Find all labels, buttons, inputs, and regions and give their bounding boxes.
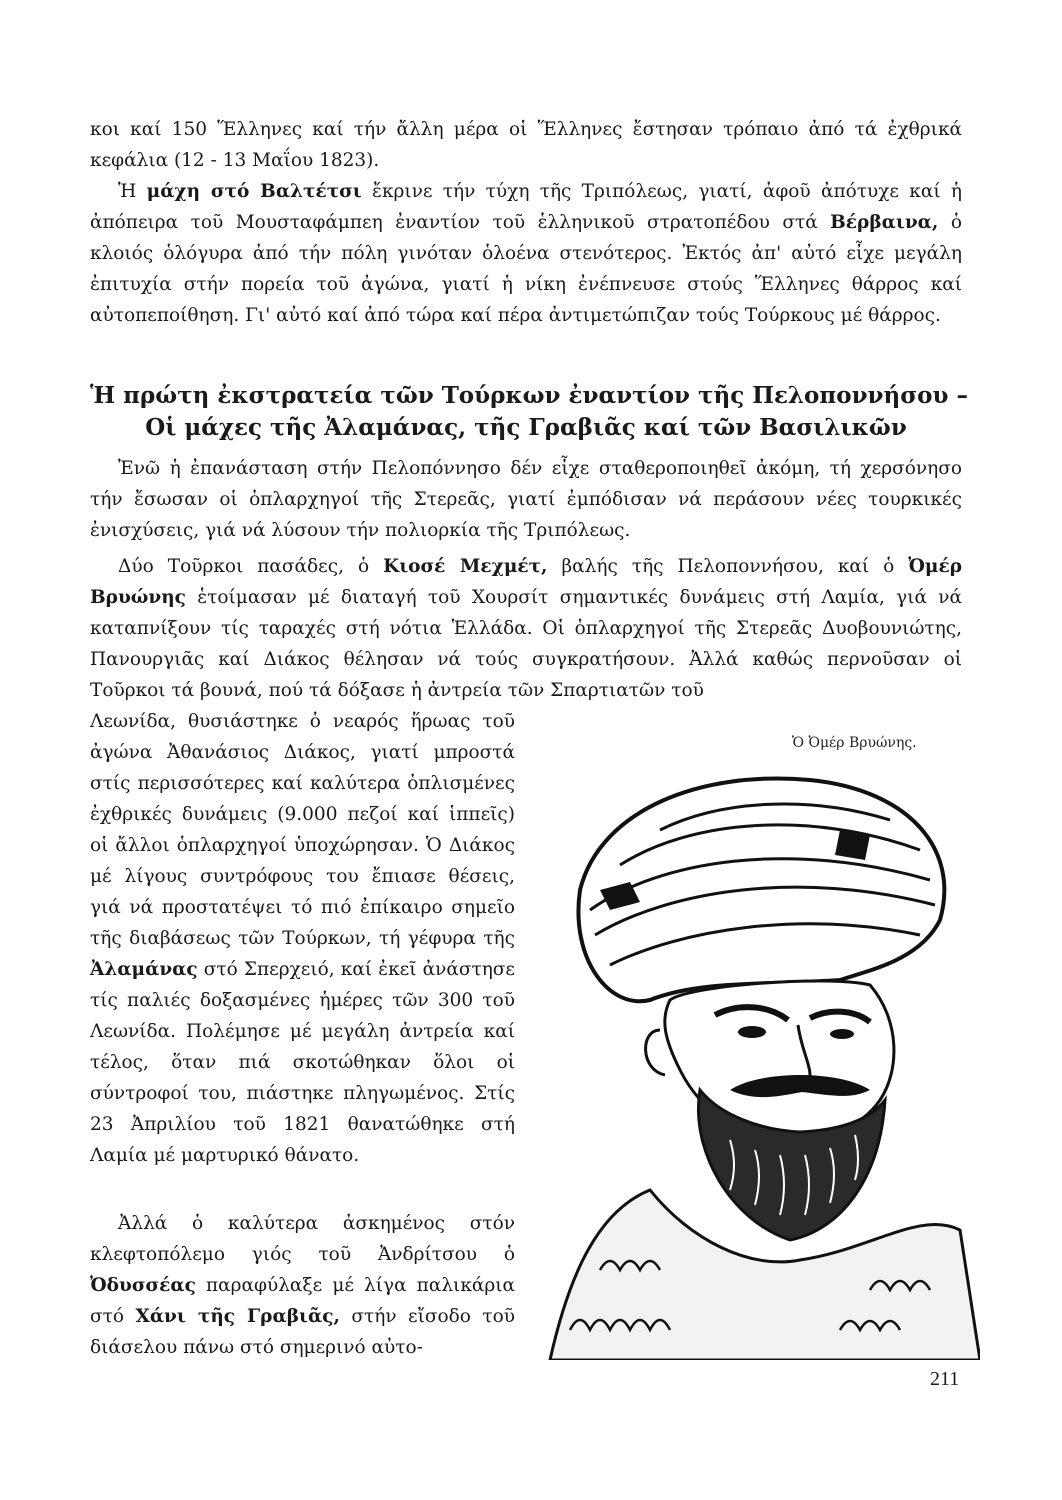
paragraph-odysseas: Ἀλλά ὁ καλύτερα ἀσκημένος στόν κλεφτοπόλεμο γιός τοῦ Ἀνδρίτσου ὁ Ὀδυσσέας παραφύλαξε μέ λίγα παλικάρια στό Χάνι τῆς Γραβιᾶς, στήν εἴσοδο τοῦ διάσελου πάνω στό σημερινό αὐτο- [90, 1213, 515, 1358]
bold-term: Ἀλαμάνας [90, 959, 198, 980]
paragraph-peloponnese: Ἐνῶ ἡ ἐπανάσταση στήν Πελοπόννησο δέν εἶχε σταθεροποιηθεῖ ἀκόμη, τή χερσόνησο τήν ἔσωσαν οἱ ὁπλαρχηγοί τῆς Στερεᾶς, γιατί ἐμπόδισαν νά περάσουν νέες τουρκικές ἐνισχύσεις, γιά νά λύσουν τήν πολιορκία τῆς Τριπόλεως. [90, 458, 962, 541]
bold-term: Κιοσέ Μεχμέτ, [383, 556, 548, 577]
section-heading [90, 380, 968, 444]
figure-caption: Ὁ Ὀμέρ Βρυώνης. [792, 735, 917, 751]
bold-term: Ὀμέρ Βρυώνης [90, 556, 962, 608]
page-number: 211 [930, 1368, 960, 1390]
bold-term: Ὀδυσσέας [90, 1275, 196, 1296]
bold-term: μάχη στό Βαλτέτσι [146, 181, 362, 202]
paragraph-intro: κοι καί 150 Ἕλληνες καί τήν ἄλλη μέρα οἱ Ἕλληνες ἔστησαν τρόπαιο ἀπό τά ἐχθρικά κεφάλια (12 - 13 Μαΐου 1823). [90, 119, 962, 171]
heading-line-2: Οἱ μάχες τῆς Ἀλαμάνας, τῆς Γραβιᾶς καί τῶν Βασιλικῶν [145, 414, 907, 441]
paragraph-valtetsi: Ἡ μάχη στό Βαλτέτσι ἔκρινε τήν τύχη τῆς Τριπόλεως, γιατί, ἀφοῦ ἀπότυχε καί ἡ ἀπόπειρα τοῦ Μουσταφάμπεη ἐναντίον τοῦ ἑλληνικοῦ στρατοπέδου στά Βέρβαινα, ὁ κλοιός ὁλόγυρα ἀπό τήν πόλη γινόταν ὁλοένα στενότερος. Ἐκτός ἀπ' αὐτό εἶχε μεγάλη ἐπιτυχία στήν πορεία τοῦ ἀγώνα, γιατί ἡ νίκη ἐνέπνευσε στούς Ἕλληνες θάρρος καί αὐτοπεποίθηση. Γι' αὐτό καί ἀπό τώρα καί πέρα ἀντιμετώπιζαν τούς Τούρκους μέ θάρρος. [90, 181, 962, 326]
paragraph-diakos: Λεωνίδα, θυσιάστηκε ὁ νεαρός ἥρωας τοῦ ἀγώνα Ἀθανάσιος Διάκος, γιατί μπροστά στίς περισσότερες καί καλύτερα ὁπλισμένες ἐχθρικές δυνάμεις (9.000 πεζοί καί ἱππεῖς) οἱ ἄλλοι ὁπλαρχηγοί ὑποχώρησαν. Ὁ Διάκος μέ λίγους συντρόφους του ἔπιασε θέσεις, γιά νά προστατέψει τό πιό ἐπίκαιρο σημεῖο τῆς διαβάσεως τῶν Τούρκων, τή γέφυρα τῆς Ἀλαμάνας στό Σπερχειό, καί ἐκεῖ ἀνάστησε τίς παλιές δοξασμένες ἡμέρες τῶν 300 τοῦ Λεωνίδα. Πολέμησε μέ μεγάλη ἀντρεία καί τέλος, ὅταν πιά σκοτώθηκαν ὅλοι οἱ σύντροφοί του, πιάστηκε πληγωμένος. Στίς 23 Ἀπριλίου τοῦ 1821 θανατώθηκε στή Λαμία μέ μαρτυρικό θάνατο. [90, 711, 515, 1166]
bold-term: Χάνι τῆς Γραβιᾶς, [135, 1306, 340, 1327]
heading-line-1: Ἡ πρώτη ἐκστρατεία τῶν Τούρκων ἐναντίον τῆς Πελοποννήσου – [90, 382, 968, 409]
omer-vryonis-portrait [540, 770, 980, 1360]
bold-term: Βέρβαινα, [830, 212, 939, 233]
paragraph-pashas: Δύο Τοῦρκοι πασάδες, ὁ Κιοσέ Μεχμέτ, βαλής τῆς Πελοποννήσου, καί ὁ Ὀμέρ Βρυώνης ἑτοίμασαν μέ διαταγή τοῦ Χουρσίτ σημαντικές δυνάμεις στή Λαμία, γιά νά καταπνίξουν τίς ταραχές στή νότια Ἑλλάδα. Οἱ ὁπλαρχηγοί τῆς Στερεᾶς Δυοβουνιώτης, Πανουργιᾶς καί Διάκος θέλησαν νά τούς συγκρατήσουν. Ἀλλά καθώς περνοῦσαν οἱ Τοῦρκοι τά βουνά, πού τά δόξασε ἡ ἀντρεία τῶν Σπαρτιατῶν τοῦ [90, 556, 962, 701]
